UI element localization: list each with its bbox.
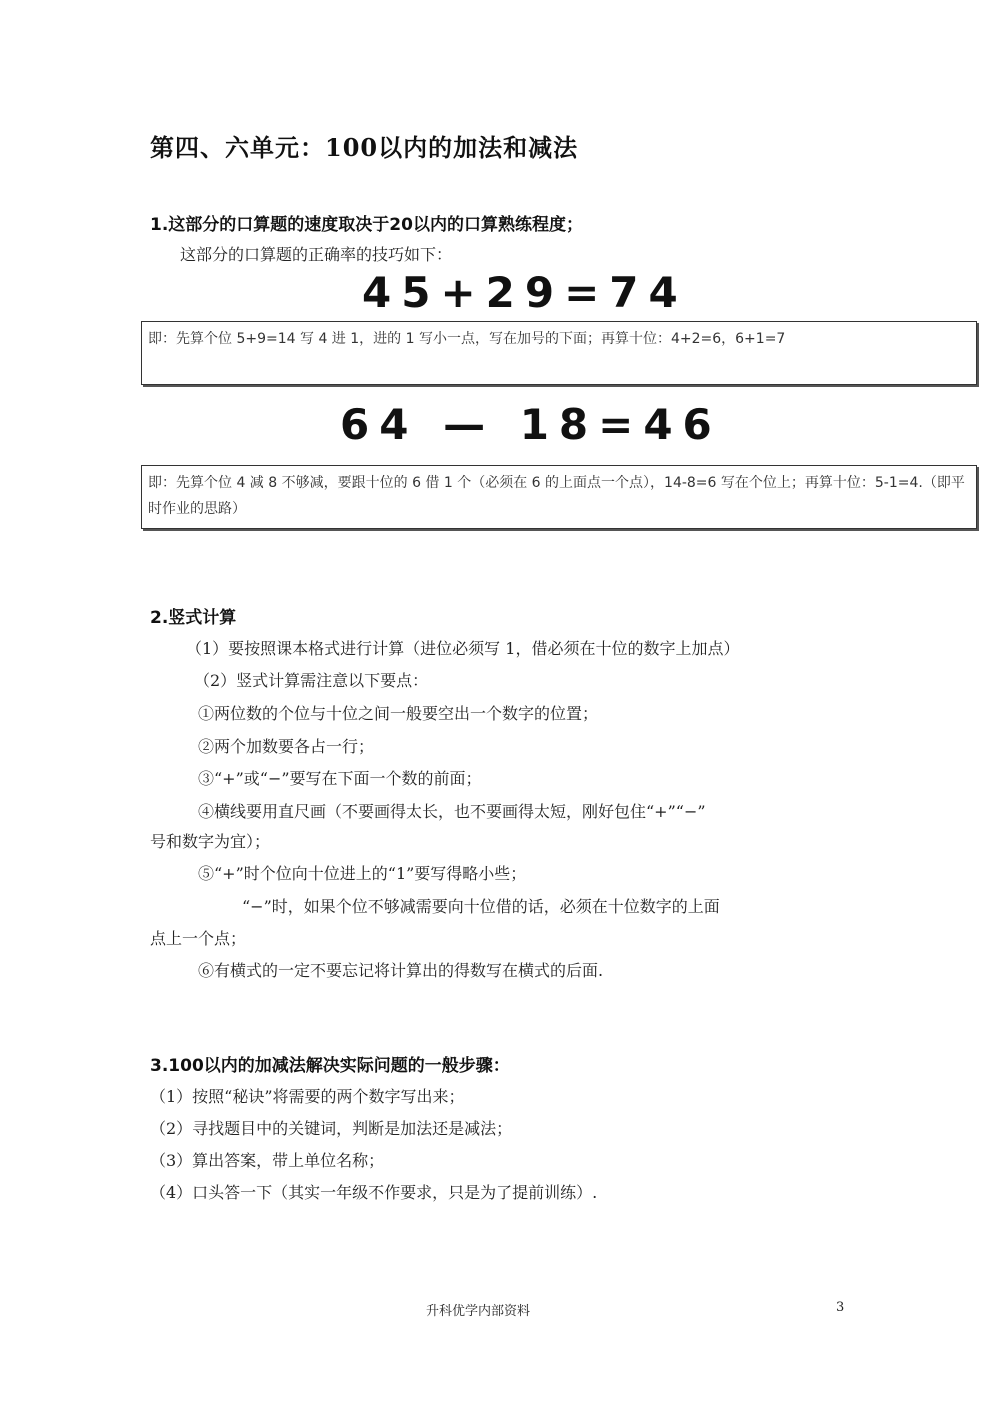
section-2-heading: 2.竖式计算 [150, 608, 237, 628]
list-item: （2）竖式计算需注意以下要点： [194, 671, 429, 690]
explanation-box-subtraction [141, 465, 977, 529]
list-item: ④横线要用直尺画（不要画得太长，也不要画得太短，刚好包住“+”“−” [198, 802, 706, 821]
list-item: ③“+”或“−”要写在下面一个数的前面； [198, 769, 482, 788]
footer-text: 升科优学内部资料 [426, 1304, 531, 1319]
explanation-box-addition [141, 321, 977, 385]
list-item-continued: 号和数字为宜）； [150, 832, 271, 851]
list-item: ⑤“+”时个位向十位进上的“1”要写得略小些； [198, 864, 527, 883]
explanation-text-addition: 即：先算个位 5+9=14 写 4 进 1，进的 1 写小一点，写在加号的下面；再算十位：4+2=6，6+1=7 [148, 331, 786, 347]
explanation-text-subtraction: 即：先算个位 4 减 8 不够减，要跟十位的 6 借 1 个（必须在 6 的上面点一个点），14-8=6 写在个位上；再算十位：5-1=4.（即平时作业的思路） [148, 475, 965, 517]
section-1-heading: 1.这部分的口算题的速度取决于20以内的口算熟练程度； [150, 215, 583, 235]
list-item: ⑥有横式的一定不要忘记将计算出的得数写在横式的后面. [198, 961, 604, 980]
section-3-heading: 3.100以内的加减法解决实际问题的一般步骤： [150, 1056, 510, 1076]
equation-subtraction: 64 — 18=46 [340, 400, 722, 449]
list-item: （1）按照“秘诀”将需要的两个数字写出来； [150, 1087, 465, 1106]
list-item: （1）要按照课本格式进行计算（进位必须写 1，借必须在十位的数字上加点） [186, 639, 740, 658]
section-1-intro: 这部分的口算题的正确率的技巧如下： [180, 245, 453, 264]
list-item: （2）寻找题目中的关键词，判断是加法还是减法； [150, 1119, 513, 1138]
page-title: 第四、六单元：100以内的加法和减法 [150, 133, 579, 162]
page-number: 3 [836, 1300, 845, 1315]
list-item-continued: 点上一个点； [150, 929, 247, 948]
list-item: （4）口头答一下（其实一年级不作要求，只是为了提前训练）. [150, 1183, 598, 1202]
list-item: “−”时，如果个位不够减需要向十位借的话，必须在十位数字的上面 [242, 897, 720, 916]
list-item: （3）算出答案，带上单位名称； [150, 1151, 385, 1170]
list-item: ①两位数的个位与十位之间一般要空出一个数字的位置； [198, 704, 599, 723]
list-item: ②两个加数要各占一行； [198, 737, 375, 756]
equation-addition: 45+29=74 [362, 268, 688, 317]
